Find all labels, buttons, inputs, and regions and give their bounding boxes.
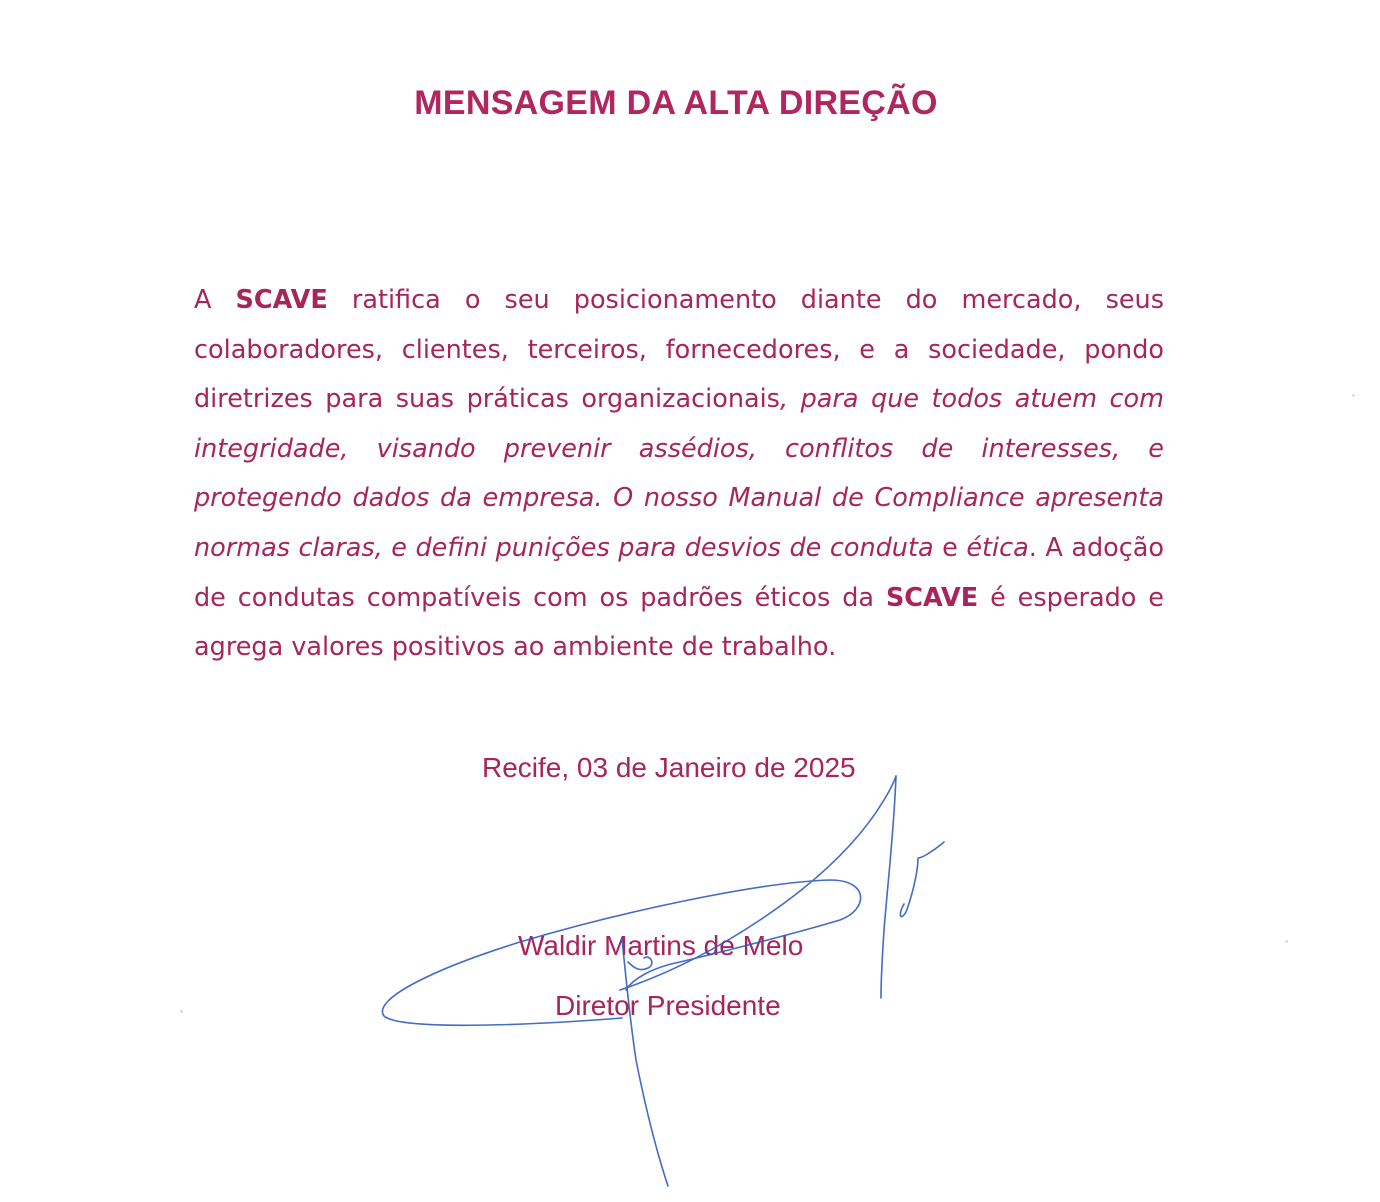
paragraph-segment: e bbox=[933, 532, 967, 563]
company-name: SCAVE bbox=[235, 285, 328, 315]
message-paragraph bbox=[194, 276, 1164, 673]
date-line: Recife, 03 de Janeiro de 2025 bbox=[482, 752, 856, 783]
paper-speck bbox=[180, 1010, 183, 1013]
paragraph-segment: A bbox=[194, 285, 236, 315]
paragraph-segment-italic: , para que todos atuem com integridade, visando prevenir assédios, conflitos de interesses, e protegendo dados da empresa. O nosso Manual de Compliance apresenta normas claras, e defini punições para desvios de conduta bbox=[194, 384, 1164, 563]
paragraph-segment: ratifica o seu posicionamento diante do mercado, seus colaboradores, clientes, terceiros, fornecedores, e a sociedade, pondo diretrizes para suas práticas organizacionais bbox=[194, 285, 1164, 415]
company-name: SCAVE bbox=[885, 582, 979, 613]
signer-name: Waldir Martins de Melo bbox=[518, 930, 804, 961]
paragraph-segment: . A adoção de condutas compatíveis com os padrões éticos da bbox=[194, 532, 1164, 613]
paragraph-segment: é esperado e agrega valores positivos ao ambiente de trabalho. bbox=[194, 582, 1164, 663]
paper-speck bbox=[1352, 394, 1355, 397]
paragraph-segment-italic: ética bbox=[966, 532, 1029, 563]
signer-role: Diretor Presidente bbox=[555, 990, 781, 1021]
paper-speck bbox=[1285, 940, 1288, 943]
page-title: MENSAGEM DA ALTA DIREÇÃO bbox=[414, 84, 938, 122]
